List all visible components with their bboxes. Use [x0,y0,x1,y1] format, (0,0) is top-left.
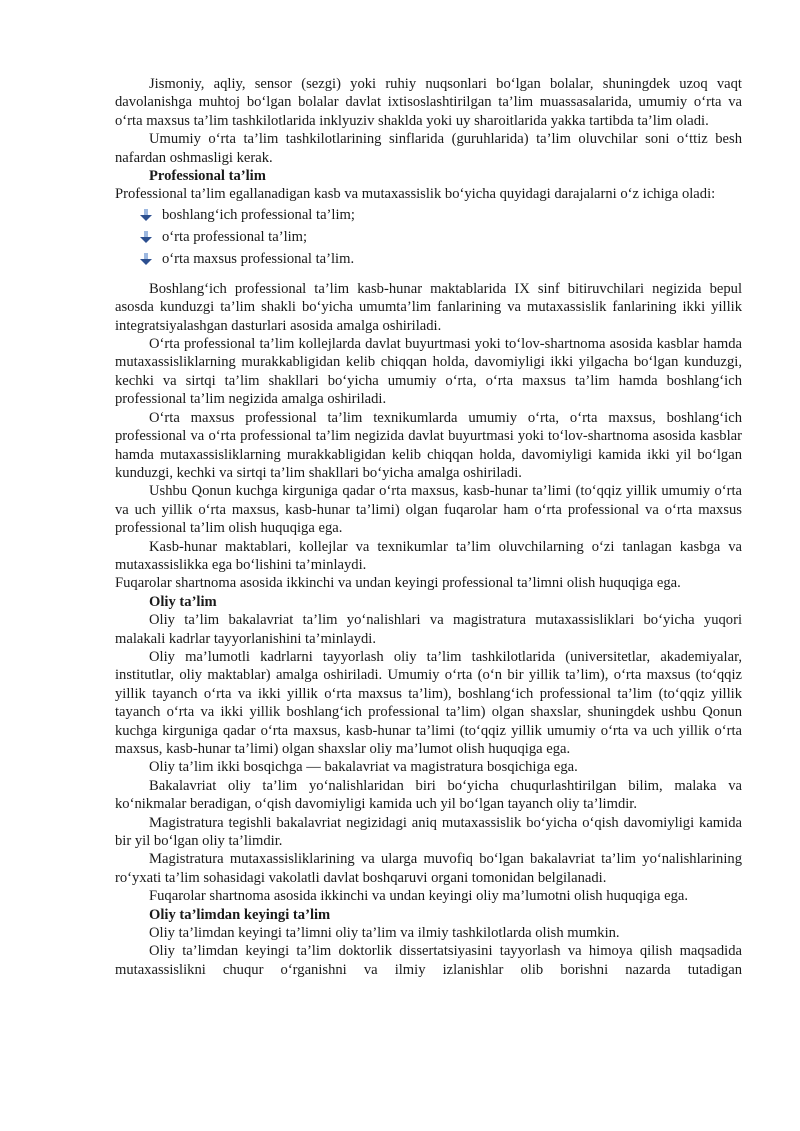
paragraph: Oliy ta’limdan keyingi ta’limni oliy ta’lim va ilmiy tashkilotlarda olish mumkin. [149,925,620,942]
paragraph: Magistratura tegishli bakalavriat negizidagi aniq mutaxassislik bo‘yicha o‘qish davomiyligi kamida bir yil bo‘lgan oliy ta’limdir. [115,814,742,850]
paragraph: Oliy ma’lumotli kadrlarni tayyorlash oliy ta’lim tashkilotlarida (universitetlar, akademiyalar, institutlar, oliy maktablar) amalga oshiriladi. Umumiy o‘rta (o‘n bir yillik ta’lim), o‘rta maxsus (to‘qqiz yillik tayanch o‘rta va ikki yillik o‘rta maxsus ta’lim), boshlang‘ich professional ta’lim (to‘qqiz yillik tayanch o‘rta va ikki yillik boshlang‘ich professional ta’lim) olgan shaxslar, shuningdek ushbu Qonun kuchga kirguniga qadar o‘rta maxsus, kasb-hunar ta’limi (to‘qqiz yillik umumiy o‘rta va uch yillik o‘rta maxsus, kasb-hunar ta’limi) olgan shaxslar oliy ma’lumot olish huquqiga ega. [115,648,742,757]
paragraph: Jismoniy, aqliy, sensor (sezgi) yoki ruhiy nuqsonlari bo‘lgan bolalar, shuningdek uzoq vaqt davolanishga muhtoj bo‘lgan bolalar davlat ixtisoslashtirilgan ta’lim muassasalarida, umumiy o‘rta va o‘rta maxsus ta’lim tashkilotlarida inklyuziv shaklda yoki uy sharoitlarida yakka tartibda ta’lim oladi. [115,76,742,129]
arrow-down-icon [139,230,153,244]
paragraph: Ushbu Qonun kuchga kirguniga qadar o‘rta maxsus, kasb-hunar ta’limi (to‘qqiz yillik umumiy o‘rta va uch yillik o‘rta maxsus, kasb-hunar ta’limi) olgan fuqarolar ham o‘rta professional va o‘rta maxsus professional ta’lim olish huquqiga ega. [115,483,742,537]
paragraph: O‘rta professional ta’lim kollejlarda davlat buyurtmasi yoki to‘lov-shartnoma asosida kasblar hamda mutaxassisliklarning murakkabligidan kelib chiqqan holda, davomiyligi ikki yilgacha bo‘lgan kunduzgi, kechki va sirtqi ta’lim shakllari bo‘yicha umumiy o‘rta, o‘rta maxsus ta’lim hamda boshlang‘ich professional ta’lim negizida amalga oshiriladi. [115,336,742,408]
arrow-down-icon [139,252,153,266]
paragraph: Oliy ta’lim ikki bosqichga — bakalavriat va magistratura bosqichiga ega. [149,759,578,776]
list-item-text: o‘rta maxsus professional ta’lim. [162,250,355,267]
paragraph: Boshlang‘ich professional ta’lim kasb-hunar maktablarida IX sinf bitiruvchilari negizida bepul asosda kunduzgi ta’lim shakli bo‘yicha umumta’lim fanlarining va mutaxassislik fanlarining ikki yillik integratsiyalashgan dasturlari asosida amalga oshiriladi. [115,280,742,334]
paragraph: Oliy ta’lim bakalavriat ta’lim yo‘nalishlari va magistratura mutaxassisliklari bo‘yicha yuqori malakali kadrlar tayyorlanishini ta’minlaydi. [115,612,742,647]
paragraph: Magistratura mutaxassisliklarining va ularga muvofiq bo‘lgan bakalavriat ta’lim yo‘nalishlarining ro‘yxati ta’lim sohasidagi vakolatli davlat boshqaruvi organi tomonidan belgilanadi. [115,851,742,886]
arrow-down-icon [139,208,153,222]
paragraph: O‘rta maxsus professional ta’lim texnikumlarda umumiy o‘rta, o‘rta maxsus, boshlang‘ich professional va o‘rta professional ta’lim negizida davlat buyurtmasi yoki to‘lov-shartnoma asosida kasblar hamda mutaxassisliklarning murakkabligidan kelib chiqqan holda, davomiyligi kamida ikki yil bo‘lgan kunduzgi, kechki va sirtqi ta’lim shakllari bo‘yicha amalga oshiriladi. [115,409,742,481]
paragraph: Bakalavriat oliy ta’lim yo‘nalishlaridan biri bo‘yicha chuqurlashtirilgan bilim, malaka va ko‘nikmalar beradigan, o‘qish davomiyligi kamida uch yil bo‘lgan tayanch oliy ta’limdir. [115,777,742,813]
list-item-text: o‘rta professional ta’lim; [162,228,308,245]
list-item [115,248,742,270]
list-item-text: boshlang‘ich professional ta’lim; [162,206,355,223]
section-heading-oliy: Oliy ta’lim [149,593,217,610]
paragraph: Professional ta’lim egallanadigan kasb va mutaxassislik bo‘yicha quyidagi darajalarni o‘z ichiga oladi: [115,186,716,203]
list-item [115,204,742,226]
spacer [115,270,742,280]
bullet-list [115,204,742,270]
section-heading-oliy-keyingi: Oliy ta’limdan keyingi ta’lim [149,906,331,923]
paragraph: Fuqarolar shartnoma asosida ikkinchi va undan keyingi professional ta’limni olish huquqiga ega. [115,575,681,592]
paragraph: Umumiy o‘rta ta’lim tashkilotlarining sinflarida (guruhlarida) ta’lim oluvchilar soni o‘ttiz besh nafardan oshmasligi kerak. [115,131,742,166]
paragraph: Kasb-hunar maktablari, kollejlar va texnikumlar ta’lim oluvchilarning o‘zi tanlagan kasbga va mutaxassislikka ega bo‘lishini ta’minlaydi. [115,538,742,573]
paragraph: Fuqarolar shartnoma asosida ikkinchi va undan keyingi oliy ma’lumotni olish huquqiga ega. [149,888,689,905]
paragraph: Oliy ta’limdan keyingi ta’lim doktorlik dissertatsiyasini tayyorlash va himoya qilish maqsadida mutaxassislikni chuqur o‘rganishni va ilmiy izlanishlar olib borishni nazarda tutadigan [115,943,742,978]
section-heading-professional: Professional ta’lim [149,168,266,185]
list-item [115,226,742,248]
document-body [115,75,742,979]
